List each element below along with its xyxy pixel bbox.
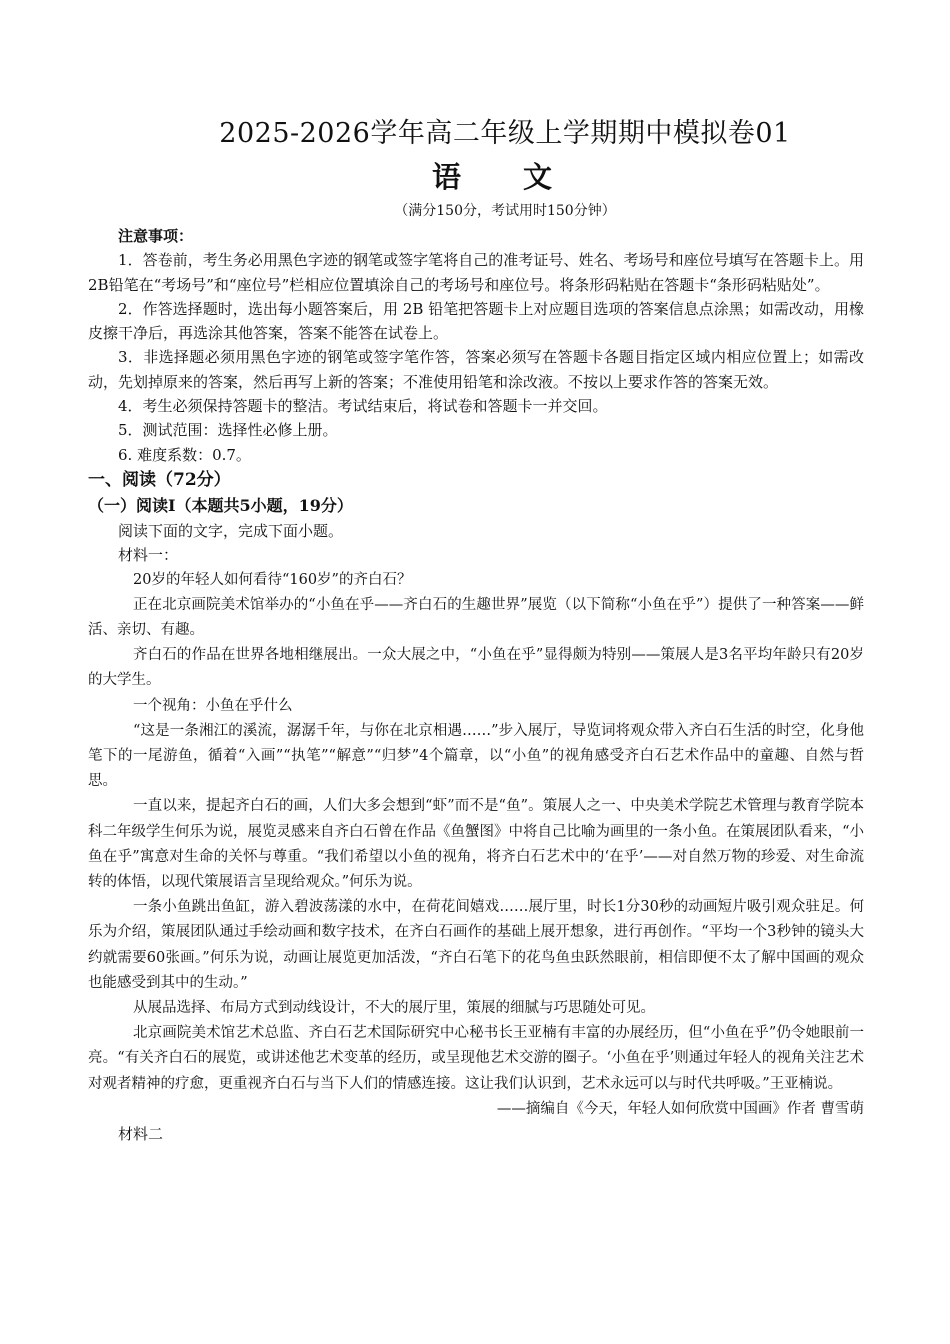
reading-instruction: 阅读下面的文字，完成下面小题。 — [118, 521, 344, 540]
article-paragraph: 齐白石的作品在世界各地相继展出。一众大展之中，“小鱼在乎”显得颇为特别——策展人是3名平均年龄只有20岁的大学生。 — [88, 647, 864, 689]
subject-title: 语 文 — [431, 160, 579, 194]
article-paragraph: “这是一条湘江的溪流，潺潺千年，与你在北京相遇……”步入展厅，导览词将观众带入齐白石生活的时空，化身他笔下的一尾游鱼，循着“入画”“执笔”“解意”“归梦”4个篇章，以“小鱼”的视角感受齐白石艺术作品中的童趣、自然与哲思。 — [88, 722, 864, 790]
notice-item: 1．答卷前，考生务必用黑色字迹的钢笔或签字笔将自己的准考证号、姓名、考场号和座位号填写在答题卡上。用2B铅笔在“考场号”和“座位号”栏相应位置填涂自己的考场号和座位号。将条形码粘贴在答题卡“条形码粘贴处”。 — [88, 251, 864, 294]
material-1-text — [88, 568, 864, 1122]
notice-item: 6. 难度系数：0.7。 — [118, 445, 251, 464]
article-paragraph: 从展品选择、布局方式到动线设计，不大的展厅里，策展的细腻与巧思随处可见。 — [133, 1000, 655, 1017]
sub-section-heading: （一）阅读Ⅰ（本题共5小题，19分） — [88, 495, 353, 515]
notice-item: 3．非选择题必须用黑色字迹的钢笔或签字笔作答，答案必须写在答题卡各题目指定区域内相应位置上；如需改动，先划掉原来的答案，然后再写上新的答案；不准使用铅笔和涂改液。不按以上要求作答的答案无效。 — [88, 348, 864, 391]
article-paragraph: 北京画院美术馆艺术总监、齐白石艺术国际研究中心秘书长王亚楠有丰富的办展经历，但“小鱼在乎”仍令她眼前一亮。“有关齐白石的展览，或讲述他艺术变革的经历，或呈现他艺术交游的圈子。‘小鱼在乎’则通过年轻人的视角关注艺术对观者精神的疗愈，更重视齐白石与当下人们的情感连接。这让我们认识到，艺术永远可以与时代共呼吸。”王亚楠说。 — [88, 1025, 864, 1092]
notice-item: 5．测试范围：选择性必修上册。 — [118, 421, 338, 440]
material-1-label: 材料一： — [118, 546, 179, 565]
score-note: （满分150分，考试用时150分钟） — [394, 203, 616, 219]
article-paragraph: 正在北京画院美术馆举办的“小鱼在乎——齐白石的生趣世界”展览（以下简称“小鱼在乎”）提供了一种答案——鲜活、亲切、有趣。 — [88, 596, 864, 638]
exam-title: 2025-2026学年高二年级上学期期中模拟卷01 — [219, 118, 791, 149]
exam-body — [88, 224, 864, 1146]
article-paragraph: 一条小鱼跳出鱼缸，游入碧波荡漾的水中，在荷花间嬉戏……展厅里，时长1分30秒的动画短片吸引观众驻足。何乐为介绍，策展团队通过手绘动画和数字技术，在齐白石画作的基础上展开想象，进行再创作。“平均一个3秒钟的镜头大约就需要60张画。”何乐为说，动画让展览更加活泼，“齐白石笔下的花鸟鱼虫跃然眼前，相信即便不太了解中国画的观众也能感受到其中的生动。” — [88, 899, 864, 991]
article-subheading: 一个视角：小鱼在乎什么 — [133, 697, 293, 714]
notice-item: 2．作答选择题时，选出每小题答案后，用 2B 铅笔把答题卡上对应题目选项的答案信息点涂黑；如需改动，用橡皮擦干净后，再选涂其他答案，答案不能答在试卷上。 — [88, 299, 864, 343]
article-paragraph: 20岁的年轻人如何看待“160岁”的齐白石？ — [133, 571, 412, 588]
article-paragraph: 一直以来，提起齐白石的画，人们大多会想到“虾”而不是“鱼”。策展人之一、中央美术学院艺术管理与教育学院本科二年级学生何乐为说，展览灵感来自齐白石曾在作品《鱼蟹图》中将自己比喻为画里的一条小鱼。在策展团队看来，“小鱼在乎”寓意对生命的关怀与尊重。“我们希望以小鱼的视角，将齐白石艺术中的‘在乎’——对自然万物的珍爱、对生命流转的体悟，以现代策展语言呈现给观众。”何乐为说。 — [88, 798, 864, 890]
section-heading: 一、阅读（72分） — [88, 469, 231, 490]
article-source: ——摘编自《今天，年轻人如何欣赏中国画》作者 曹雪萌 — [496, 1100, 864, 1117]
notice-item: 4．考生必须保持答题卡的整洁。考试结束后，将试卷和答题卡一并交回。 — [118, 397, 608, 416]
notice-label: 注意事项： — [118, 227, 194, 245]
material-2-label: 材料二 — [118, 1125, 164, 1144]
